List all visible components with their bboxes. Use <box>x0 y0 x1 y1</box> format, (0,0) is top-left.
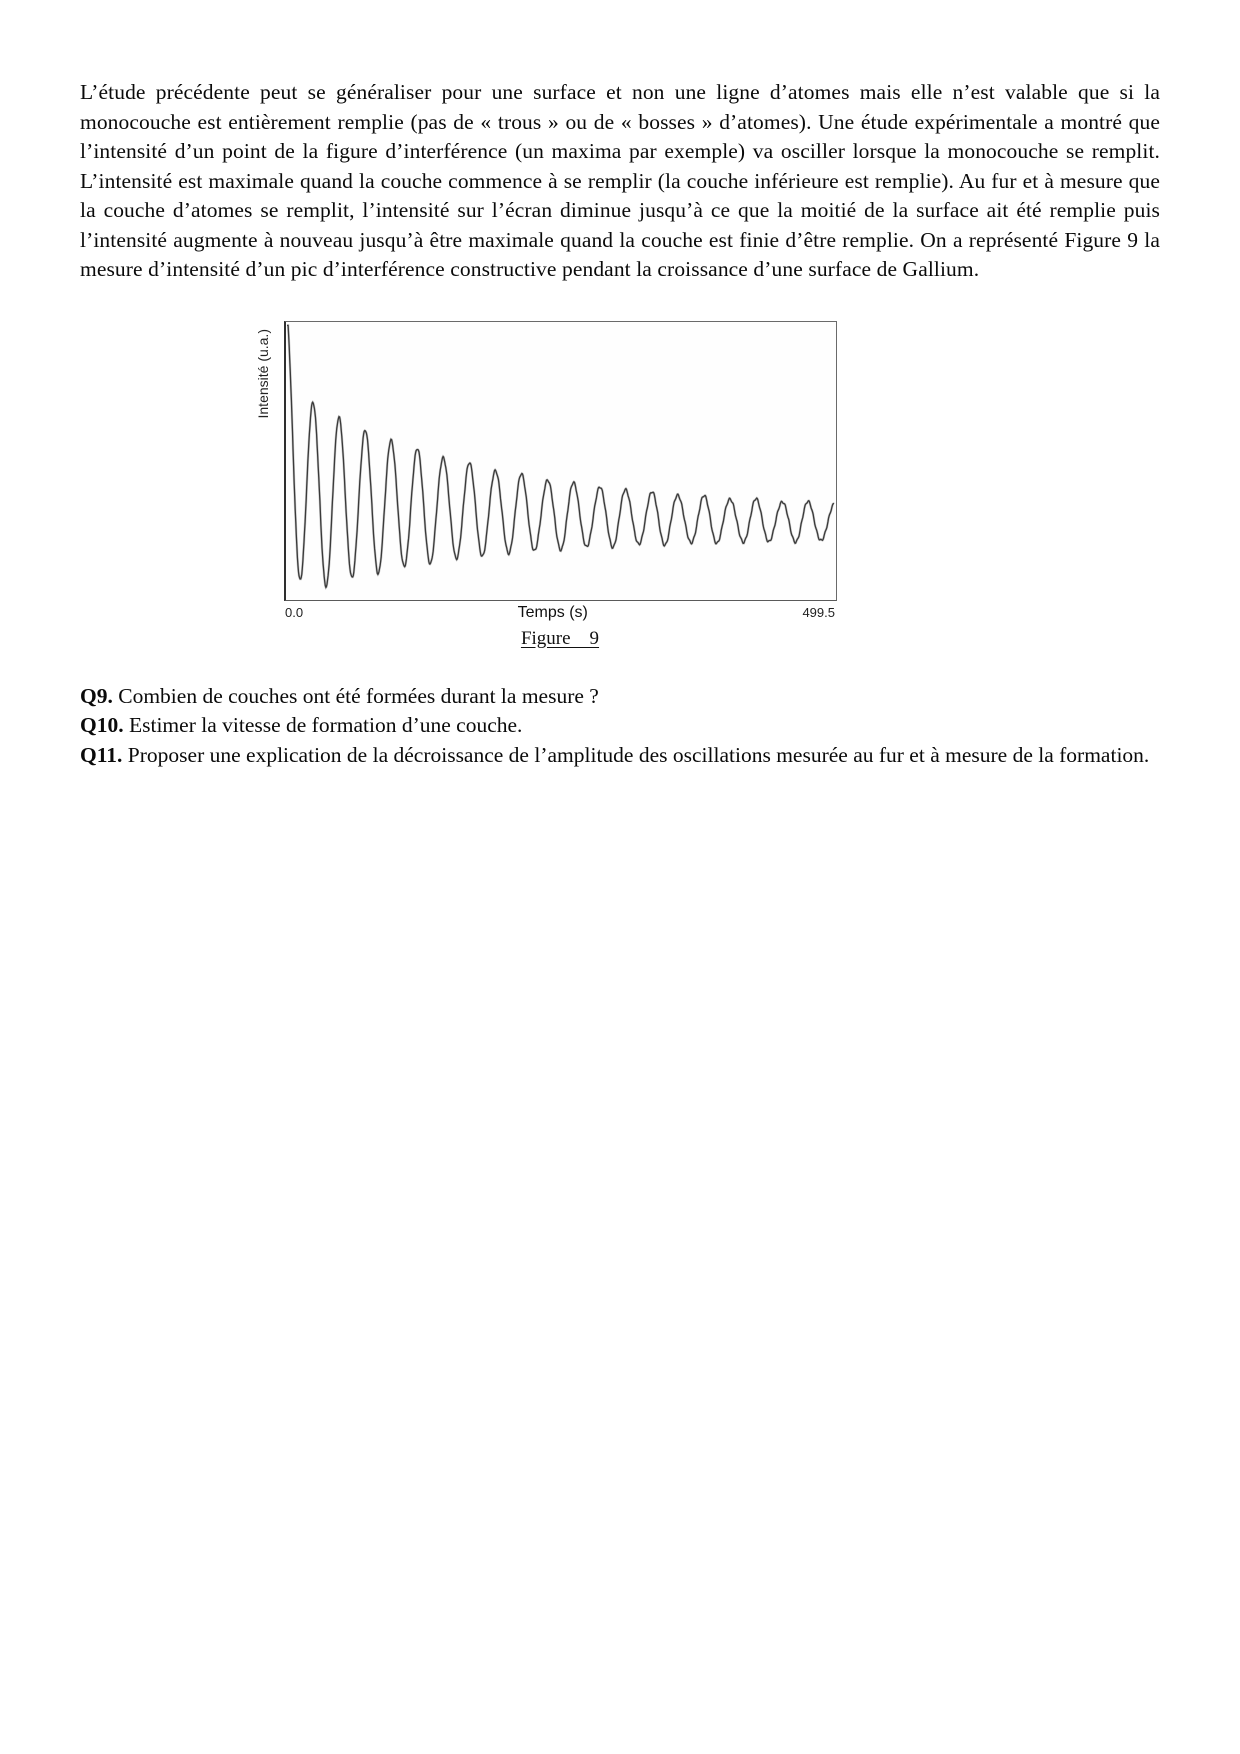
question-q11-text: Proposer une explication de la décroissance de l’amplitude des oscillations mesurée au fur et à mesure de la formation. <box>127 742 1150 767</box>
question-q10-label: Q10. <box>80 713 124 737</box>
question-q11-label: Q11. <box>80 742 123 767</box>
question-q9-text: Combien de couches ont été formées durant la mesure ? <box>118 683 599 708</box>
plot-area <box>284 321 837 601</box>
question-q9 <box>80 682 1160 712</box>
question-q10-text: Estimer la vitesse de formation d’une couche. <box>128 713 523 737</box>
y-axis-label-column <box>255 321 284 601</box>
question-q10 <box>80 711 1160 741</box>
oscillation-curve <box>286 322 836 600</box>
intro-paragraph: L’étude précédente peut se généraliser pour une surface et non une ligne d’atomes mais elle n’est valable que si la monocouche est entièrement remplie (pas de « trous » ou de « bosses » d’atomes). Une étude expérimentale a montré que l’intensité d’un point de la figure d’interférence (un maxima par exemple) va osciller lorsque la monocouche se remplit. L’intensité est maximale quand la couche commence à se remplir (la couche inférieure est remplie). Au fur et à mesure que la couche d’atomes se remplit, l’intensité sur l’écran diminue jusqu’à ce que la moitié de la surface ait été remplie puis l’intensité augmente à nouveau jusqu’à être maximale quand la couche est finie d’être remplie. On a représenté Figure 9 la mesure d’intensité d’un pic d’interférence constructive pendant la croissance d’une surface de Gallium. <box>80 80 1160 281</box>
y-axis-label: Intensité (u.a.) <box>255 328 271 418</box>
question-q11 <box>80 741 1160 771</box>
question-q9-label: Q9. <box>80 683 113 708</box>
x-axis-label: Temps (s) <box>517 603 588 621</box>
x-tick-max: 499.5 <box>802 604 835 620</box>
figure-9 <box>255 321 837 650</box>
questions-block <box>80 682 1160 771</box>
figure-caption-text: Figure 9 <box>520 627 600 649</box>
figure-caption <box>285 628 835 650</box>
x-tick-min: 0.0 <box>285 604 304 620</box>
plot-row <box>255 321 837 601</box>
x-axis-row <box>285 604 835 622</box>
